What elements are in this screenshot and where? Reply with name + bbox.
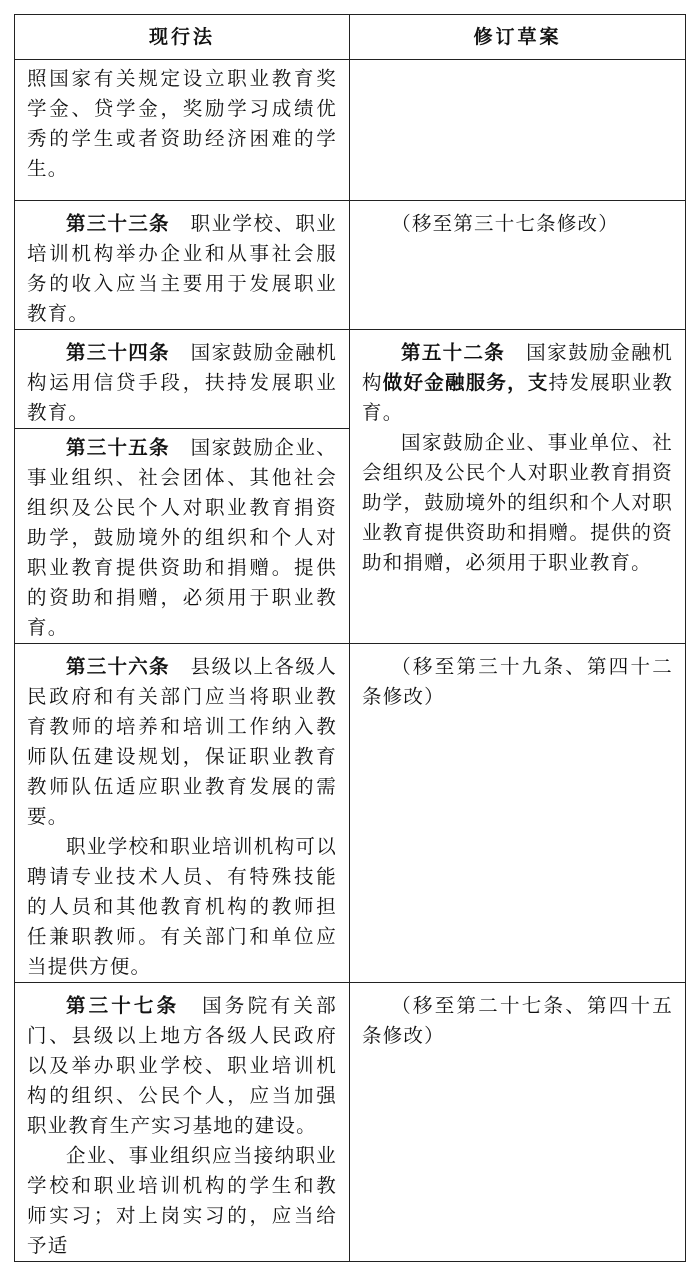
article-text: 持发展职业教育。 [362,371,674,424]
right-cell [350,60,686,201]
left-cell [15,429,350,644]
article-text: 国务院有关部门、县级以上地方各级人民政府以及举办职业学校、职业培训机构的组织、公民个人，应当加强职业教育生产实习基地的建设。 [27,994,337,1137]
article-number: 第三十三条 [66,212,170,235]
revised-insertion: 做好金融服务，支 [382,371,549,394]
article-paragraph [362,338,673,428]
left-cell [15,330,350,429]
right-cell-merged [350,330,686,644]
article-number: 第三十四条 [66,341,170,364]
article-number: 第三十七条 [66,994,180,1017]
header-revised-draft: 修订草案 [350,15,686,60]
right-cell [350,983,686,1262]
article-paragraph [27,652,337,832]
article-number: 第三十六条 [66,655,170,678]
continued-paragraph: 照国家有关规定设立职业教育奖学金、贷学金，奖励学习成绩优秀的学生或者资助经济困难的学生。 [27,67,337,180]
table-row [15,644,686,983]
article-text: 县级以上各级人民政府和有关部门应当将职业教育教师的培养和培训工作纳入教师队伍建设规划，保证职业教育教师队伍适应职业教育发展的需要。 [27,655,337,828]
article-text: 国家鼓励金融机构 [362,341,673,394]
comparison-table [14,14,686,1262]
right-cell [350,201,686,330]
article-paragraph: 国家鼓励企业、事业单位、社会组织及公民个人对职业教育捐资助学，鼓励境外的组织和个人对职业教育提供资助和捐赠。提供的资助和捐赠，必须用于职业教育。 [362,431,673,574]
article-paragraph [27,338,337,428]
table-header-row [15,15,686,60]
article-paragraph [27,991,337,1141]
table-row [15,201,686,330]
article-number: 第五十二条 [401,341,506,364]
article-paragraph: 企业、事业组织应当接纳职业学校和职业培训机构的学生和教师实习；对上岗实习的，应当给予适 [27,1144,337,1257]
article-text: 国家鼓励企业、事业组织、社会团体、其他社会组织及公民个人对职业教育捐资助学，鼓励境外的组织和个人对职业教育提供资助和捐赠。提供的资助和捐赠，必须用于职业教育。 [27,436,337,639]
article-text: 职业学校、职业培训机构举办企业和从事社会服务的收入应当主要用于发展职业教育。 [27,212,337,325]
table-row [15,60,686,201]
left-cell [15,60,350,201]
right-cell [350,644,686,983]
table-row [15,330,686,429]
left-cell [15,201,350,330]
left-cell [15,983,350,1262]
move-note: （移至第三十九条、第四十二条修改） [362,655,673,708]
left-cell [15,644,350,983]
header-current-law: 现行法 [15,15,350,60]
move-note: （移至第二十七条、第四十五条修改） [362,994,673,1047]
article-number: 第三十五条 [66,436,170,459]
table-row [15,983,686,1262]
article-text: 国家鼓励金融机构运用信贷手段，扶持发展职业教育。 [27,341,337,424]
article-paragraph: 职业学校和职业培训机构可以聘请专业技术人员、有特殊技能的人员和其他教育机构的教师担任兼职教师。有关部门和单位应当提供方便。 [27,835,337,978]
article-paragraph [27,209,337,329]
article-paragraph [27,433,337,643]
move-note: （移至第三十七条修改） [391,212,619,235]
